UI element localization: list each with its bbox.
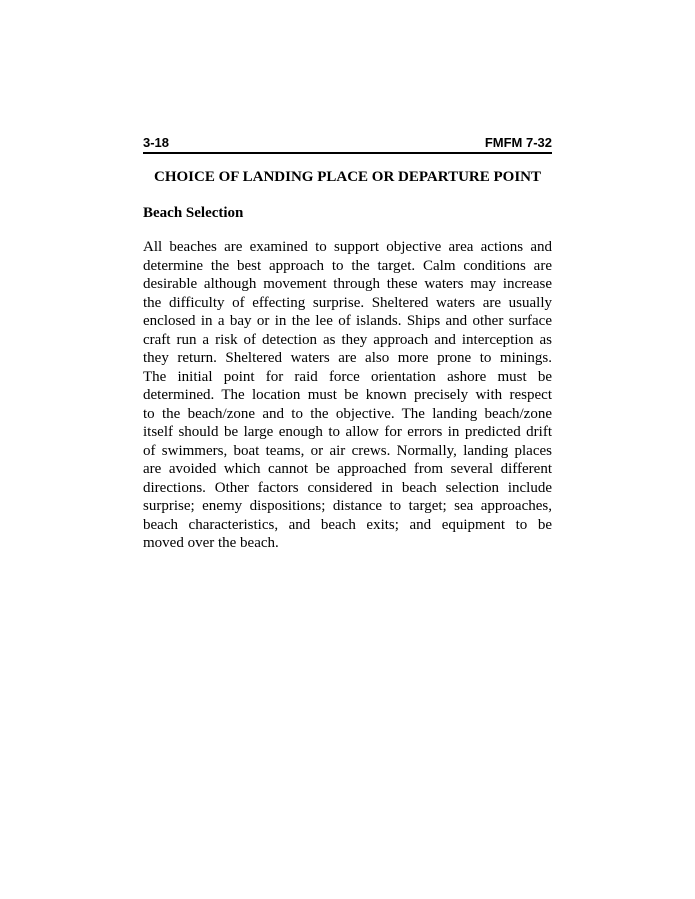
- paragraph-line: surprise; enemy dispositions; distance to target; sea approaches,: [143, 498, 552, 514]
- paragraph-line: are avoided which cannot be approached from several different: [143, 461, 552, 477]
- paragraph-line: of swimmers, boat teams, or air crews. Normally, landing places: [143, 442, 552, 459]
- paragraph-line: determine the best approach to the target. Calm conditions are: [143, 257, 552, 274]
- paragraph-line: craft run a risk of detection as they approach and interception as: [143, 331, 552, 348]
- paragraph-line: beach characteristics, and beach exits; and equipment to be: [143, 516, 552, 533]
- paragraph-line: moved over the beach.: [143, 535, 279, 551]
- section-title: CHOICE OF LANDING PLACE OR DEPARTURE POINT: [154, 169, 541, 185]
- paragraph-line: The initial point for raid force orientation ashore must be: [143, 368, 552, 385]
- subsection-title: Beach Selection: [143, 205, 244, 221]
- paragraph-line: itself should be large enough to allow for errors in predicted drift: [143, 424, 552, 440]
- paragraph-line: directions. Other factors considered in beach selection include: [143, 479, 552, 496]
- running-header: [143, 134, 552, 154]
- paragraph-line: enclosed in a bay or in the lee of islands. Ships and other surface: [143, 313, 552, 329]
- paragraph-line: determined. The location must be known precisely with respect: [143, 387, 552, 403]
- body-paragraph: [143, 238, 552, 553]
- page-number: 3-18: [143, 135, 170, 150]
- paragraph-line: desirable although movement through these waters may increase: [143, 276, 552, 292]
- paragraph-line: they return. Sheltered waters are also more prone to minings.: [143, 350, 552, 366]
- paragraph-line: the difficulty of effecting surprise. Sheltered waters are usually: [143, 294, 552, 311]
- paragraph-line: to the beach/zone and to the objective. The landing beach/zone: [143, 405, 552, 422]
- paragraph-line: All beaches are examined to support objective area actions and: [143, 239, 552, 255]
- document-id: FMFM 7-32: [484, 135, 552, 150]
